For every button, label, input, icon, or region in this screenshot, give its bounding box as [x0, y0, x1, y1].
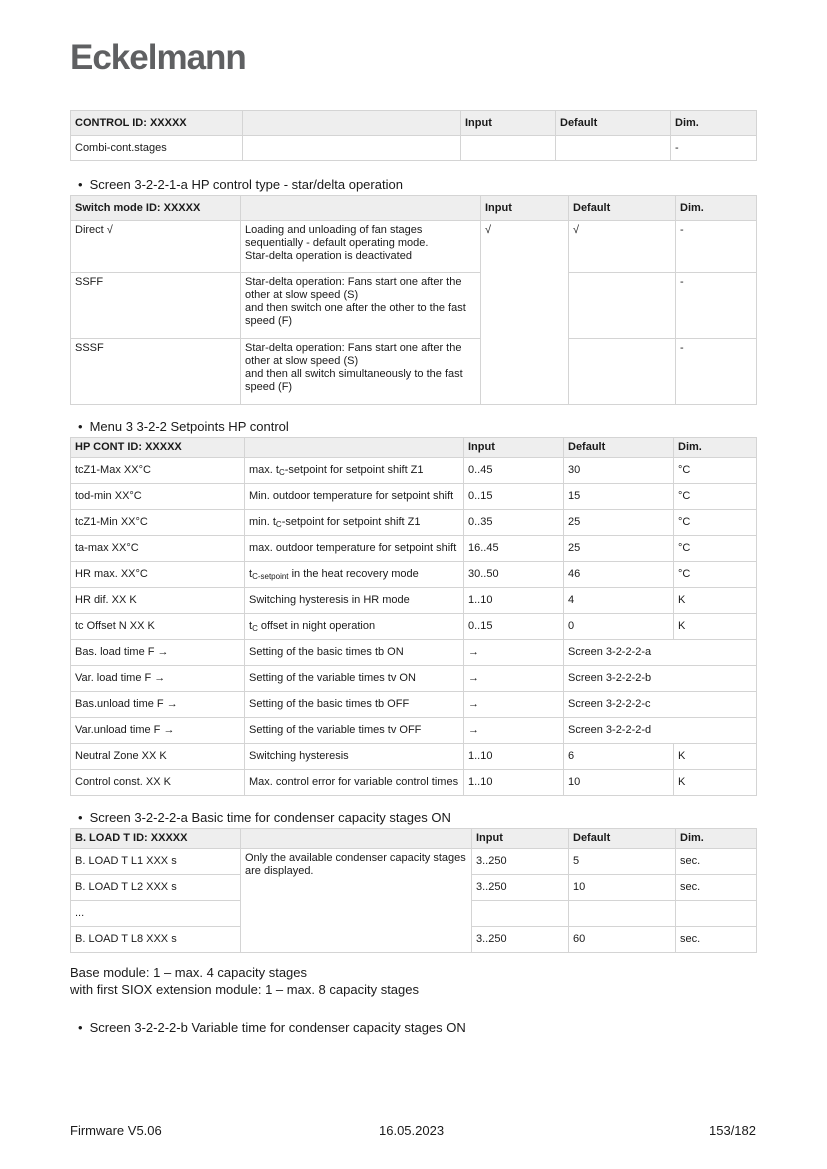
table-cell: 0..45 [464, 458, 564, 484]
table-cell-desc [245, 666, 464, 692]
table-cell: ... [71, 901, 241, 927]
section-heading-text: Screen 3-2-2-2-b Variable time for condenser capacity stages ON [89, 1020, 466, 1035]
table-cell: sec. [676, 849, 757, 875]
table-header: Dim. [676, 196, 757, 221]
table-row [71, 562, 757, 588]
table-cell: tcZ1-Min XX°C [71, 510, 245, 536]
table-header: CONTROL ID: XXXXX [71, 111, 243, 136]
table-cell: Control const. XX K [71, 770, 245, 796]
desc-line: and then switch one after the other to the fast [245, 302, 466, 314]
table-cell-desc [241, 221, 481, 273]
desc-subscript: C-setpoint [252, 572, 289, 581]
table-cell-desc [241, 273, 481, 339]
desc-text: Max. control error for variable control times [249, 776, 459, 788]
table-header [241, 196, 481, 221]
desc-text: t [249, 620, 253, 632]
table-cell: B. LOAD T L8 XXX s [71, 927, 241, 953]
table-cell: 1..10 [464, 744, 564, 770]
desc-text: Setting of the variable times tv OFF [249, 724, 422, 736]
table-cell: → [464, 640, 564, 666]
desc-line: other at slow speed (S) [245, 355, 359, 367]
table-cell: 6 [564, 744, 674, 770]
table-row [71, 744, 757, 770]
note-text [70, 964, 419, 998]
desc-text: max. outdoor temperature for setpoint shift [249, 542, 457, 554]
table-cell-desc [245, 510, 464, 536]
table-header: Dim. [674, 438, 757, 458]
table-header: Input [481, 196, 569, 221]
table-cell: SSFF [71, 273, 241, 339]
table-cell: 0..35 [464, 510, 564, 536]
table-cell-desc [241, 339, 481, 405]
table-cell: 30 [564, 458, 674, 484]
table-cell: 0..15 [464, 614, 564, 640]
desc-text: -setpoint for setpoint shift Z1 [284, 464, 424, 476]
section-heading-text: Menu 3 3-2-2 Setpoints HP control [89, 419, 289, 434]
table-header: Default [569, 196, 676, 221]
company-logo: Eckelmann [70, 38, 246, 77]
desc-text: Switching hysteresis in HR mode [249, 594, 410, 606]
table-cell: 3..250 [472, 875, 569, 901]
table-cell-desc: Only the available condenser capacity stages are displayed. [241, 849, 472, 953]
table-cell: √ [569, 221, 676, 273]
table-cell: °C [674, 562, 757, 588]
b-load-t-table [70, 828, 757, 953]
table-row [71, 484, 757, 510]
table-header: Default [564, 438, 674, 458]
desc-text: Setting of the basic times tb ON [249, 646, 404, 658]
table-cell: Combi-cont.stages [71, 136, 243, 161]
desc-text: min. t [249, 516, 276, 528]
table-cell: 10 [564, 770, 674, 796]
table-cell: - [676, 221, 757, 273]
desc-text: Min. outdoor temperature for setpoint shift [249, 490, 454, 502]
desc-text: t [249, 568, 253, 580]
table-cell: - [676, 273, 757, 339]
table-cell: 15 [564, 484, 674, 510]
table-cell [472, 901, 569, 927]
table-cell-desc [245, 718, 464, 744]
table-header [243, 111, 461, 136]
note-line: with first SIOX extension module: 1 – max. 8 capacity stages [70, 982, 419, 997]
section-heading: • Menu 3 3-2-2 Setpoints HP control [78, 419, 289, 434]
table-header: Input [464, 438, 564, 458]
table-cell: Bas.unload time F → [71, 692, 245, 718]
desc-line: Loading and unloading of fan stages [245, 224, 423, 236]
table-header: Input [472, 829, 569, 849]
desc-subscript: C [252, 624, 258, 633]
table-cell: K [674, 588, 757, 614]
table-cell: 3..250 [472, 927, 569, 953]
section-heading-text: Screen 3-2-2-1-a HP control type - star/delta operation [89, 177, 403, 192]
table-row [71, 458, 757, 484]
control-id-table [70, 110, 757, 161]
table-cell-desc [245, 614, 464, 640]
desc-line: Star-delta operation is deactivated [245, 250, 412, 262]
table-cell: tcZ1-Max XX°C [71, 458, 245, 484]
table-cell: - [671, 136, 757, 161]
table-cell: °C [674, 510, 757, 536]
desc-subscript: C [275, 520, 282, 529]
table-cell: 0..15 [464, 484, 564, 510]
table-cell: 4 [564, 588, 674, 614]
section-heading: • Screen 3-2-2-2-b Variable time for condenser capacity stages ON [78, 1020, 466, 1035]
table-cell: → [464, 718, 564, 744]
desc-line: Star-delta operation: Fans start one after the [245, 342, 462, 354]
table-cell: Bas. load time F → [71, 640, 245, 666]
table-header: Switch mode ID: XXXXX [71, 196, 241, 221]
table-cell-screen-link: Screen 3-2-2-2-c [564, 692, 757, 718]
table-row [71, 536, 757, 562]
table-cell: HR dif. XX K [71, 588, 245, 614]
table-cell: √ [481, 221, 569, 405]
table-cell: SSSF [71, 339, 241, 405]
table-header: Dim. [671, 111, 757, 136]
table-header: B. LOAD T ID: XXXXX [71, 829, 241, 849]
footer-page-number: 153/182 [709, 1123, 756, 1138]
table-cell-desc [245, 536, 464, 562]
table-cell: Neutral Zone XX K [71, 744, 245, 770]
desc-line: and then all switch simultaneously to the fast [245, 368, 463, 380]
table-cell: tod-min XX°C [71, 484, 245, 510]
table-cell [461, 136, 556, 161]
table-cell: 1..10 [464, 770, 564, 796]
table-cell-screen-link: Screen 3-2-2-2-b [564, 666, 757, 692]
footer-date: 16.05.2023 [379, 1123, 445, 1138]
table-cell: Var.unload time F → [71, 718, 245, 744]
switch-mode-table [70, 195, 757, 405]
table-row [71, 692, 757, 718]
table-cell: 5 [569, 849, 676, 875]
table-cell-desc [245, 588, 464, 614]
table-cell-desc [245, 692, 464, 718]
table-header [241, 829, 472, 849]
table-cell-desc [245, 640, 464, 666]
table-cell: 3..250 [472, 849, 569, 875]
table-cell: HR max. XX°C [71, 562, 245, 588]
table-cell: 25 [564, 536, 674, 562]
desc-line: Star-delta operation: Fans start one after the [245, 276, 462, 288]
table-cell: → [464, 692, 564, 718]
desc-text: offset in night operation [257, 620, 376, 632]
table-cell: → [464, 666, 564, 692]
section-heading: • Screen 3-2-2-2-a Basic time for condenser capacity stages ON [78, 810, 451, 825]
desc-line: sequentially - default operating mode. [245, 237, 429, 249]
table-cell: tc Offset N XX K [71, 614, 245, 640]
table-cell: B. LOAD T L1 XXX s [71, 849, 241, 875]
section-heading: • Screen 3-2-2-1-a HP control type - star/delta operation [78, 177, 403, 192]
table-cell: 46 [564, 562, 674, 588]
desc-text: in the heat recovery mode [288, 568, 419, 580]
table-cell [569, 273, 676, 339]
table-cell: °C [674, 484, 757, 510]
table-cell: 30..50 [464, 562, 564, 588]
desc-text: Setting of the basic times tb OFF [249, 698, 410, 710]
table-cell [556, 136, 671, 161]
footer-firmware: Firmware V5.06 [70, 1123, 162, 1138]
table-cell [569, 339, 676, 405]
desc-text: Setting of the variable times tv ON [249, 672, 416, 684]
table-header: HP CONT ID: XXXXX [71, 438, 245, 458]
table-cell-screen-link: Screen 3-2-2-2-a [564, 640, 757, 666]
table-header: Default [569, 829, 676, 849]
table-cell: Direct √ [71, 221, 241, 273]
table-cell: Var. load time F → [71, 666, 245, 692]
table-cell-desc [245, 458, 464, 484]
table-cell: 16..45 [464, 536, 564, 562]
section-heading-text: Screen 3-2-2-2-a Basic time for condenser capacity stages ON [89, 810, 451, 825]
table-header: Input [461, 111, 556, 136]
table-cell-screen-link: Screen 3-2-2-2-d [564, 718, 757, 744]
table-cell: K [674, 770, 757, 796]
table-cell: sec. [676, 875, 757, 901]
table-cell-desc [245, 744, 464, 770]
desc-subscript: C [278, 468, 285, 477]
table-cell: B. LOAD T L2 XXX s [71, 875, 241, 901]
table-row [71, 588, 757, 614]
table-cell: 25 [564, 510, 674, 536]
note-line: Base module: 1 – max. 4 capacity stages [70, 965, 308, 980]
table-cell [569, 901, 676, 927]
table-cell: °C [674, 458, 757, 484]
table-header: Dim. [676, 829, 757, 849]
table-cell: ta-max XX°C [71, 536, 245, 562]
hp-cont-table [70, 437, 757, 796]
table-row [71, 666, 757, 692]
table-row [71, 718, 757, 744]
table-cell: 1..10 [464, 588, 564, 614]
table-cell-desc [245, 562, 464, 588]
desc-text: max. t [249, 464, 279, 476]
desc-line: speed (F) [245, 381, 293, 393]
desc-text: -setpoint for setpoint shift Z1 [281, 516, 421, 528]
desc-line: other at slow speed (S) [245, 289, 359, 301]
table-cell: sec. [676, 927, 757, 953]
table-cell [243, 136, 461, 161]
table-cell: 10 [569, 875, 676, 901]
table-row [71, 510, 757, 536]
table-row [71, 614, 757, 640]
table-header [245, 438, 464, 458]
table-cell: 0 [564, 614, 674, 640]
table-cell-desc [245, 770, 464, 796]
table-cell: °C [674, 536, 757, 562]
table-cell: 60 [569, 927, 676, 953]
table-header: Default [556, 111, 671, 136]
table-cell: K [674, 744, 757, 770]
desc-text: Switching hysteresis [249, 750, 349, 762]
table-row [71, 640, 757, 666]
table-cell: - [676, 339, 757, 405]
table-row [71, 770, 757, 796]
table-cell: K [674, 614, 757, 640]
table-cell [676, 901, 757, 927]
table-cell-desc [245, 484, 464, 510]
desc-line: speed (F) [245, 315, 293, 327]
